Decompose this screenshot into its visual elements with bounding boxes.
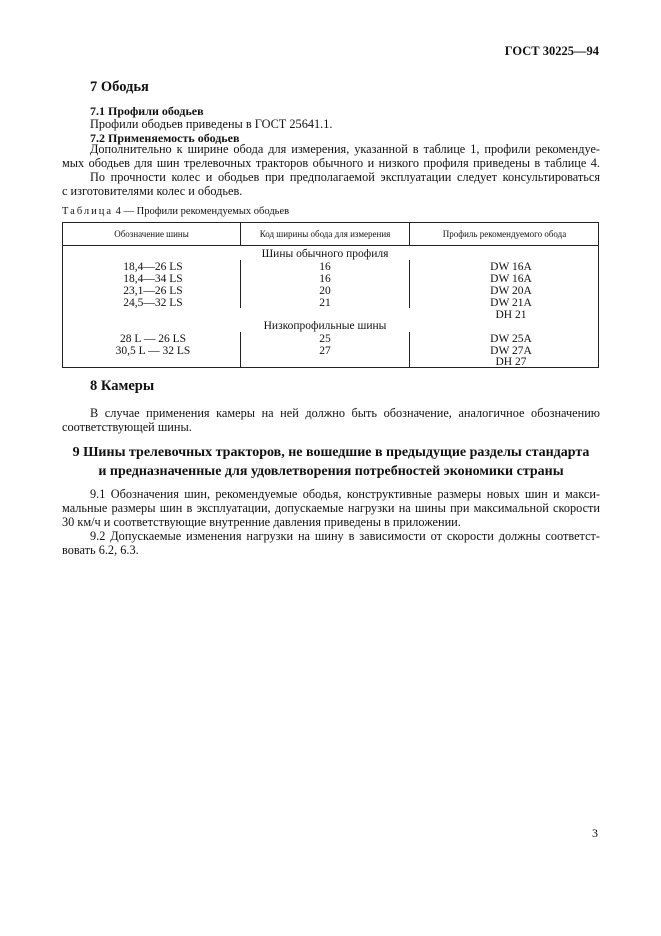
table-cell: 16 <box>319 261 331 273</box>
table-cell: DW 21A <box>490 297 532 309</box>
table-cell: 18,4—26 LS <box>123 261 183 273</box>
section-8-title: 8 Камеры <box>90 378 155 394</box>
section-9-title-line-1: 9 Шины трелевочных тракторов, не вошедшие в предыдущие разделы стандарта <box>72 445 590 460</box>
table-cell: DW 25A <box>490 333 532 345</box>
section-9-2-line-2: вовать 6.2, 6.3. <box>62 543 139 557</box>
section-9-1-line-3: 30 км/ч и соответствующие внутренние давления приведены в приложении. <box>62 515 461 529</box>
column-divider <box>409 260 410 308</box>
group-title-standard-profile: Шины обычного профиля <box>261 248 389 260</box>
table-cell: 21 <box>319 297 331 309</box>
section-9-title-line-2: и предназначенные для удовлетворения потребностей экономики страны <box>98 464 564 479</box>
table-cell: DW 16A <box>490 273 532 285</box>
section-8-line-1: В случае применения камеры на ней должно быть обозначение, аналогичное обозначению <box>90 406 600 420</box>
table-cell: 20 <box>319 285 331 297</box>
section-7-1-text: Профили ободьев приведены в ГОСТ 25641.1. <box>90 117 333 131</box>
header-tyre-designation: Обозначение шины <box>114 229 189 239</box>
column-divider <box>409 332 410 368</box>
group-title-low-profile: Низкопрофильные шины <box>263 320 387 332</box>
table-4 <box>62 222 599 368</box>
table-cell: 28 L — 26 LS <box>119 333 187 345</box>
section-9-1-line-1: 9.1 Обозначения шин, рекомендуемые ободья, конструктивные размеры новых шин и макси- <box>90 487 600 501</box>
section-9-title <box>62 443 600 481</box>
table-4-caption <box>62 206 289 217</box>
table-4-caption-label: Таблица <box>62 206 114 217</box>
page-number: 3 <box>592 826 598 840</box>
table-cell: DH 27 <box>495 356 527 368</box>
table-cell: 24,5—32 LS <box>123 297 183 309</box>
section-7-2-title: 7.2 Применяемость ободьев <box>90 131 240 145</box>
section-7-2-line-2: мых ободьев для шин трелевочных тракторов обычного и низкого профиля приведены в таблице 4. <box>62 156 600 170</box>
table-cell: DW 16A <box>490 261 532 273</box>
table-cell: DW 27A <box>490 345 532 357</box>
table-cell: 27 <box>319 345 331 357</box>
table-4-caption-text: 4 — Профили рекомендуемых ободьев <box>115 206 290 217</box>
section-8-line-2: соответствующей шины. <box>62 420 192 434</box>
section-7-title: 7 Ободья <box>90 79 149 95</box>
table-cell: 30,5 L — 32 LS <box>115 345 191 357</box>
section-7-2-line-1: Дополнительно к ширине обода для измерения, указанной в таблице 1, профили рекомендуе- <box>90 142 600 156</box>
table-cell: DW 20A <box>490 285 532 297</box>
section-7-2-line-4: с изготовителями колес и ободьев. <box>62 184 243 198</box>
table-cell: 23,1—26 LS <box>123 285 183 297</box>
header-rim-width-code: Код ширины обода для измерения <box>259 229 391 239</box>
document-code-header: ГОСТ 30225—94 <box>504 44 599 58</box>
table-cell: 25 <box>319 333 331 345</box>
section-9-1-line-2: мальные размеры шин в эксплуатации, допускаемые нагрузки на шины при максимальной скорости <box>62 501 600 515</box>
table-cell: 16 <box>319 273 331 285</box>
header-recommended-rim: Профиль рекомендуемого обода <box>442 229 567 239</box>
section-7-2-line-3: По прочности колес и ободьев при предполагаемой эксплуатации следует консультироваться <box>90 170 600 184</box>
section-9-2-line-1: 9.2 Допускаемые изменения нагрузки на шину в зависимости от скорости должны соответст- <box>90 529 600 543</box>
section-7-1-title: 7.1 Профили ободьев <box>90 104 204 118</box>
table-cell: DH 21 <box>495 309 527 321</box>
table-cell: 18,4—34 LS <box>123 273 183 285</box>
